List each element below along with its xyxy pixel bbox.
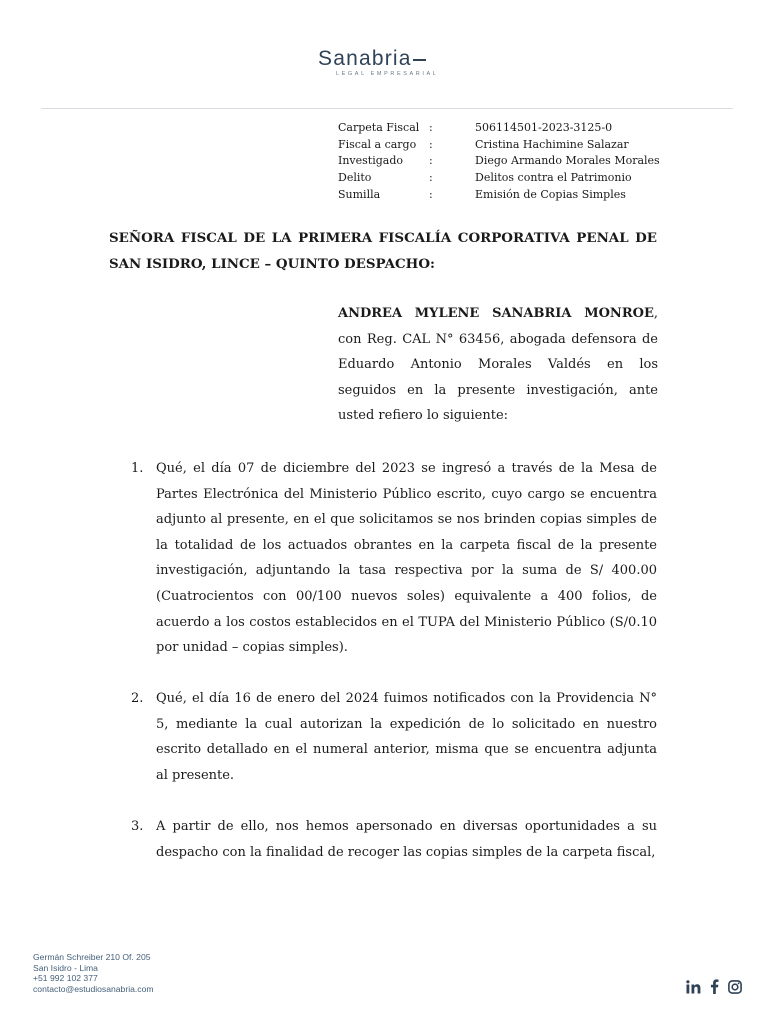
case-detail-value: Diego Armando Morales Morales — [475, 154, 660, 168]
list-item-number: 1. — [131, 461, 144, 476]
company-logo — [318, 46, 458, 77]
case-detail-separator: : — [429, 137, 433, 151]
footer-address: Germán Schreiber 210 Of. 205 — [33, 952, 151, 962]
logo-name: Sanabria — [318, 47, 412, 70]
logo-tagline: LEGAL EMPRESARIAL — [336, 71, 439, 77]
case-detail-row — [338, 120, 660, 137]
footer-email[interactable]: contacto@estudiosanabria.com — [33, 983, 154, 994]
header-divider — [41, 108, 733, 109]
intro-text: , con Reg. CAL N° 63456, abogada defensora de Eduardo Antonio Morales Valdés en los seguidos en la presente investigación, ante usted refiero lo siguiente: — [338, 306, 658, 423]
case-detail-label: Fiscal a cargo — [338, 137, 417, 151]
case-detail-label: Carpeta Fiscal — [338, 121, 420, 134]
instagram-icon[interactable] — [728, 979, 742, 998]
logo-dash — [413, 59, 426, 61]
case-detail-row — [338, 187, 660, 204]
case-detail-separator: : — [429, 154, 433, 168]
case-detail-row — [338, 137, 660, 154]
footer-phone: +51 992 102 377 — [33, 973, 98, 984]
social-links — [686, 979, 742, 998]
attorney-name: ANDREA MYLENE SANABRIA MONROE — [338, 306, 654, 321]
addressee-heading: SEÑORA FISCAL DE LA PRIMERA FISCALÍA CORPORATIVA PENAL DE SAN ISIDRO, LINCE – QUINTO DESPACHO: — [109, 230, 657, 272]
case-detail-row — [338, 170, 660, 187]
case-details — [338, 120, 660, 204]
case-detail-label: Investigado — [338, 154, 404, 168]
footer-contact — [33, 952, 154, 994]
case-detail-value: Cristina Hachimine Salazar — [475, 137, 629, 151]
list-item-text: A partir de ello, nos hemos apersonado en diversas oportunidades a su despacho con la finalidad de recoger las copias simples de la carpeta fiscal, — [156, 819, 657, 860]
case-detail-value: Emisión de Copias Simples — [475, 187, 626, 201]
intro-paragraph — [338, 301, 658, 429]
list-item-number: 2. — [131, 691, 144, 706]
case-detail-value: 506114501-2023-3125-0 — [475, 121, 613, 134]
linkedin-icon[interactable] — [686, 979, 701, 998]
case-detail-value: Delitos contra el Patrimonio — [475, 171, 632, 185]
case-detail-separator: : — [429, 121, 433, 134]
case-detail-label: Sumilla — [338, 187, 381, 201]
case-detail-row — [338, 153, 660, 170]
list-item-text: Qué, el día 07 de diciembre del 2023 se ingresó a través de la Mesa de Partes Electrónica del Ministerio Público escrito, cuyo cargo se encuentra adjunto al presente, en el que solicitamos se nos brinden copias simples de la totalidad de los actuados obrantes en la carpeta fiscal de la presente investigación, adjuntando la tasa respectiva por la suma de S/ 400.00 (Cuatrocientos con 00/100 nuevos soles) equivalente a 400 folios, de acuerdo a los costos establecidos en el TUPA del Ministerio Público (S/0.10 por unidad – copias simples). — [156, 461, 657, 656]
list-item-text: Qué, el día 16 de enero del 2024 fuimos notificados con la Providencia N° 5, mediante la cual autorizan la expedición de lo solicitado en nuestro escrito detallado en el numeral anterior, misma que se encuentra adjunta al presente. — [156, 691, 657, 783]
footer-city: San Isidro - Lima — [33, 962, 98, 973]
case-detail-separator: : — [429, 187, 433, 201]
facebook-icon[interactable] — [710, 979, 719, 998]
case-detail-label: Delito — [338, 171, 372, 185]
case-detail-separator: : — [429, 171, 433, 185]
list-item-number: 3. — [131, 819, 144, 834]
